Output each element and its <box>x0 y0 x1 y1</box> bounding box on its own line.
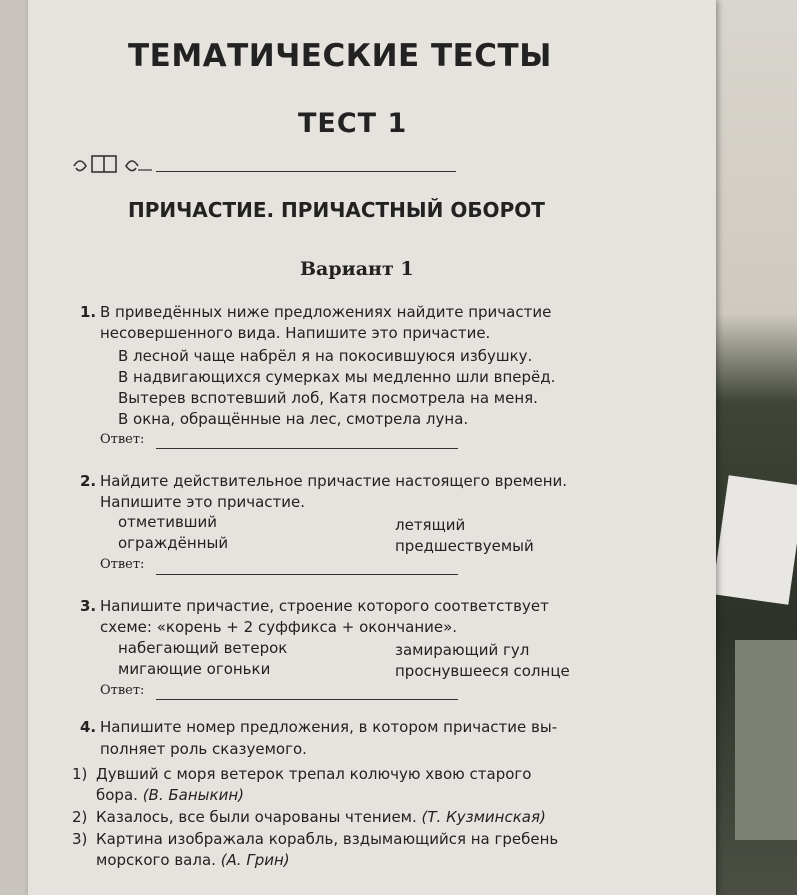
test-title: ТЕСТ 1 <box>298 108 408 139</box>
question-4-item-author: (Т. Кузминская) <box>421 808 546 826</box>
question-4-item-text <box>96 808 546 826</box>
question-2-option: летящий <box>395 516 466 534</box>
question-4-item-text: Дувший с моря ветерок трепал колючую хвою старого <box>96 765 532 783</box>
question-4-item-text: Картина изображала корабль, вздымающийся на гребень <box>96 830 559 848</box>
question-1-text-line1: В приведённых ниже предложениях найдите причастие <box>100 303 552 321</box>
question-4-item-text <box>96 851 290 869</box>
question-3-answer-label: Ответ: <box>100 683 145 698</box>
ornament-rule <box>156 171 456 172</box>
question-3-number: 3. <box>80 597 97 615</box>
question-4-item-text-main: Казалось, все были очарованы чтением. <box>96 808 417 826</box>
question-4-item-author: (В. Баныкин) <box>142 786 244 804</box>
question-4-item-number: 2) <box>72 808 88 826</box>
question-2-option: отметивший <box>118 513 218 531</box>
question-1-answer-line[interactable] <box>156 448 458 449</box>
question-2-text-line2: Напишите это причастие. <box>100 493 306 511</box>
question-1-number: 1. <box>80 303 97 321</box>
question-3-option: мигающие огоньки <box>118 660 271 678</box>
question-4-item-text-cont: морского вала. <box>96 851 216 869</box>
question-4-number: 4. <box>80 718 97 736</box>
question-2-text-line1: Найдите действительное причастие настоящего времени. <box>100 472 568 490</box>
question-4-item-number: 3) <box>72 830 88 848</box>
variant-title: Вариант 1 <box>300 258 414 280</box>
section-title: ТЕМАТИЧЕСКИЕ ТЕСТЫ <box>128 38 552 74</box>
question-4-item-number: 1) <box>72 765 88 783</box>
question-2-number: 2. <box>80 472 97 490</box>
question-1-sentence: В окна, обращённые на лес, смотрела луна. <box>118 410 469 428</box>
topic-title: ПРИЧАСТИЕ. ПРИЧАСТНЫЙ ОБОРОТ <box>128 198 545 222</box>
question-3-option: замирающий гул <box>395 641 530 659</box>
book-ornament-icon <box>72 152 152 181</box>
question-4-text-line2: полняет роль сказуемого. <box>100 740 307 758</box>
question-2-option: ограждённый <box>118 534 229 552</box>
question-3-text-line2: схеме: «корень + 2 суффикса + окончание». <box>100 618 458 636</box>
question-4-item-text-cont: бора. <box>96 786 138 804</box>
question-1-sentence: Вытерев вспотевший лоб, Катя посмотрела на меня. <box>118 389 538 407</box>
question-4-item-text <box>96 786 244 804</box>
question-1-text-line2: несовершенного вида. Напишите это причастие. <box>100 324 491 342</box>
book-page <box>28 0 716 895</box>
question-3-option: проснувшееся солнце <box>395 662 570 680</box>
question-2-answer-label: Ответ: <box>100 557 145 572</box>
question-2-option: предшествуемый <box>395 537 534 555</box>
question-3-text-line1: Напишите причастие, строение которого соответствует <box>100 597 549 615</box>
question-3-option: набегающий ветерок <box>118 639 288 657</box>
question-1-sentence: В надвигающихся сумерках мы медленно шли вперёд. <box>118 368 556 386</box>
question-1-answer-label: Ответ: <box>100 432 145 447</box>
question-3-answer-line[interactable] <box>156 699 458 700</box>
question-2-answer-line[interactable] <box>156 574 458 575</box>
question-4-item-author: (А. Грин) <box>220 851 290 869</box>
question-1-sentence: В лесной чаще набрёл я на покосившуюся избушку. <box>118 347 533 365</box>
question-4-text-line1: Напишите номер предложения, в котором причастие вы- <box>100 718 558 736</box>
background-photo <box>735 640 797 840</box>
